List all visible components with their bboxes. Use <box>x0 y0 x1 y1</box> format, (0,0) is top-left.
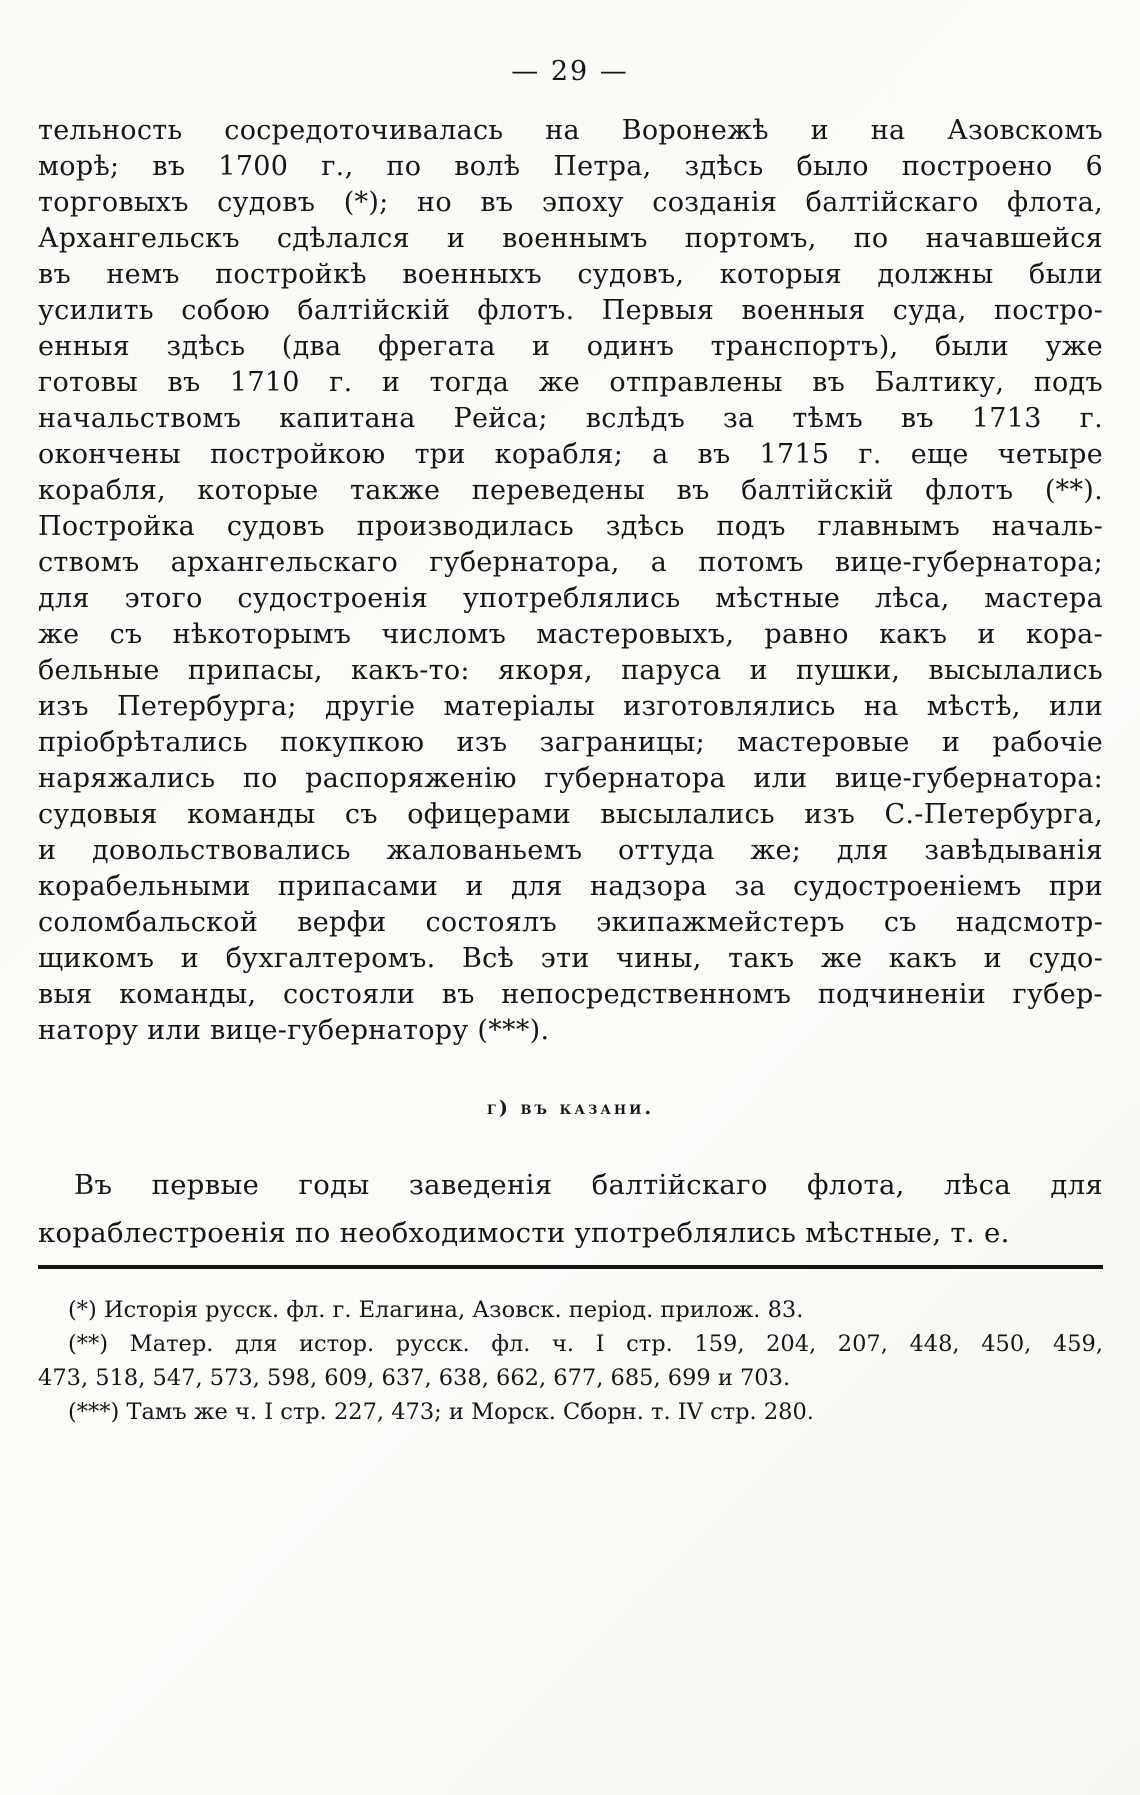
text-line: наряжались по распоряженію губернатора или вице-губернатора: <box>38 763 1103 794</box>
text-line: пріобрѣтались покупкою изъ заграницы; мастеровые и рабочіе <box>38 727 1103 758</box>
main-paragraph <box>38 113 1103 1049</box>
text-line: въ немъ постройкѣ военныхъ судовъ, которыя должны были <box>38 259 1103 290</box>
text-line: Въ первые годы заведенія балтійскаго флота, лѣса для <box>74 1169 1103 1201</box>
text-line: кораблестроенія по необходимости употреблялись мѣстные, т. е. <box>38 1217 1010 1249</box>
text-line: Архангельскъ сдѣлался и военнымъ портомъ, по начавшейся <box>38 223 1103 254</box>
kazan-paragraph <box>38 1161 1103 1257</box>
text-line: корабельными припасами и для надзора за судостроеніемъ при <box>38 871 1103 902</box>
text-line: выя команды, состояли въ непосредственномъ подчиненіи губер- <box>38 979 1103 1010</box>
text-line: корабля, которые также переведены въ балтійскій флотъ (**). <box>38 475 1103 506</box>
footnotes <box>38 1293 1103 1429</box>
text-line: Постройка судовъ производилась здѣсь подъ главнымъ началь- <box>38 511 1103 542</box>
text-line: торговыхъ судовъ (*); но въ эпоху созданія балтійскаго флота, <box>38 187 1103 218</box>
text-line: судовыя команды съ офицерами высылались изъ С.-Петербурга, <box>38 799 1103 830</box>
text-line: енныя здѣсь (два фрегата и одинъ транспортъ), были уже <box>38 331 1103 362</box>
text-line: усилить собою балтійскій флотъ. Первыя военныя суда, постро- <box>38 295 1103 326</box>
text-line: (**) Матер. для истор. русск. фл. ч. I стр. 159, 204, 207, 448, 450, 459, <box>68 1331 1103 1357</box>
text-line: натору или вице-губернатору (***). <box>38 1015 550 1046</box>
text-line: тельность сосредоточивалась на Воронежѣ и на Азовскомъ <box>38 115 1103 146</box>
text-line: изъ Петербурга; другіе матеріалы изготовлялись на мѣстѣ, или <box>38 691 1103 722</box>
text-line: же съ нѣкоторымъ числомъ мастеровыхъ, равно какъ и кора- <box>38 619 1103 650</box>
text-line: готовы въ 1710 г. и тогда же отправлены въ Балтику, подъ <box>38 367 1103 398</box>
text-line: морѣ; въ 1700 г., по волѣ Петра, здѣсь было построено 6 <box>38 151 1103 182</box>
page-content <box>0 113 1140 1429</box>
text-line: щикомъ и бухгалтеромъ. Всѣ эти чины, такъ же какъ и судо- <box>38 943 1103 974</box>
text-line: начальствомъ капитана Рейса; вслѣдъ за тѣмъ въ 1713 г. <box>38 403 1103 434</box>
text-line: для этого судостроенія употреблялись мѣстные лѣса, мастера <box>38 583 1103 614</box>
text-line: и довольствовались жалованьемъ оттуда же; для завѣдыванія <box>38 835 1103 866</box>
text-line: ствомъ архангельскаго губернатора, а потомъ вице-губернатора; <box>38 547 1103 578</box>
section-heading: г) въ казани. <box>486 1097 655 1119</box>
text-line: окончены постройкою три корабля; а въ 1715 г. еще четыре <box>38 439 1103 470</box>
text-line: (*) Исторія русск. фл. г. Елагина, Азовск. період. прилож. 83. <box>68 1297 804 1323</box>
text-line: соломбальской верфи состоялъ экипажмейстеръ съ надсмотр- <box>38 907 1103 938</box>
text-line: 473, 518, 547, 573, 598, 609, 637, 638, 662, 677, 685, 699 и 703. <box>38 1365 791 1391</box>
footnote-separator <box>38 1265 1103 1269</box>
text-line: бельные припасы, какъ-то: якоря, паруса и пушки, высылались <box>38 655 1103 686</box>
text-line: (***) Тамъ же ч. I стр. 227, 473; и Морск. Сборн. т. IV стр. 280. <box>68 1399 814 1425</box>
page-number: — 29 — <box>511 56 629 87</box>
